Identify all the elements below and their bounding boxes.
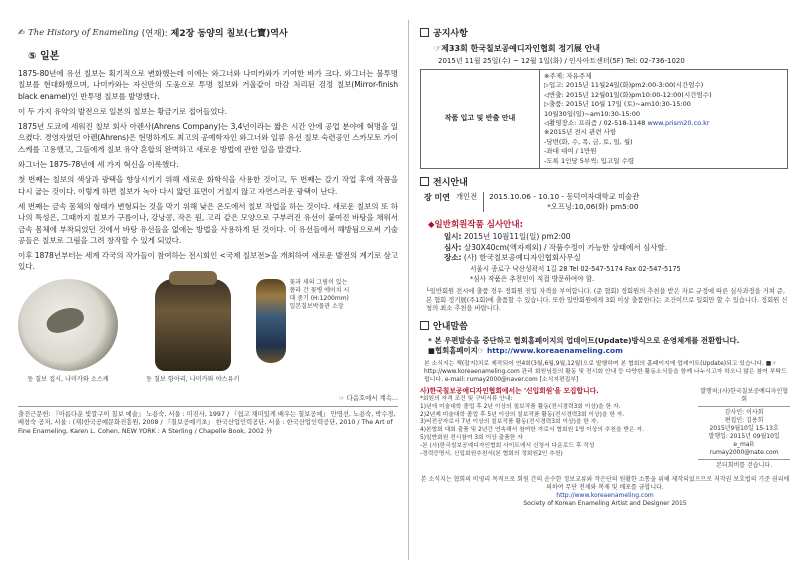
recruit-box: 사)한국칠보공예디자인협회에서는 '신입회원'을 모집합니다. *회원의 자격 조건 및 구비서류 안내: 1)년에 미술대학 졸업 후 2년 이상의 칠보작품 활동(전시경력3회 이상)을 한 자. 2)2년제 미술대학 졸업 후 5년 이상의 칠보작품 활동(전시경력3회 이상)을 한 자. 3)비전공자로서 7년 이상의 칠보작품 활동(전시경력3회 이상)을 한 자. 4)본협회 대회 출품 및 2년간 연속해서 참여한 자로서 협회원 1명 이상의 추천을 받은 자. 5)일반회원 전시참여 3회 이상 출품한 자 -본 (사)한국칠보공예디자인협회 사이트에서 신청서 다운로드 후 작성 -경력증명서, 신입회원추천서(본 협회의 정회원2인 추천) <box>420 388 694 470</box>
section-title: ⑤ 일본 <box>28 51 60 62</box>
intake-table <box>420 69 788 169</box>
article-header <box>18 26 398 39</box>
screening-note: └일반회원 전시에 출품 경우 정회원 진입 자격을 부여합니다. (준 협회) 정회원의 추천을 받은 자로 규정에 따른 심사과정을 거쳐 준, 본 협회 정기展(주1회)에 출품할 수 있습니다. 또한 일반회원에게 3회 이상 출품한다는 조건이므로 일회만 할 수 있습니다. 정회원 신청의 최소 추천을 바랍니다. <box>426 288 788 313</box>
exhibit-dates: 2015.10.06 - 10.10 - 동덕여자대학교 미술관 <box>489 192 640 202</box>
figure-caption: 동 칠보 접시, 나미카와 소스케 <box>27 375 109 383</box>
image-row <box>18 279 398 383</box>
vase-caption: 꽃과 새의 그림이 있는 폼라 간 꽃병 에이치 시대 중기 (H:1200mm) 일본칠보박물관 소장 <box>289 278 350 310</box>
enamel-vase-image <box>256 279 286 363</box>
left-column <box>18 26 398 437</box>
paragraph: 이 두 가지 유약의 발전으로 일본의 칠보는 황금기로 접어들었다. <box>18 106 227 116</box>
intake-details: ※주제: 자유주제 ▷입고: 2015년 11월24일(화)pm2:00-3:00(시간엄수) ◁반출: 2015년 12월01일(화)pm10:00-12:00(시간엄수) ▷출품: 2015년 10월 17일 (토)~am10:30-15:00 10월30일(일)~am10:30-15:00 ◁촬영장소: 프리즘 / 02-518-1148 www.prism20.co.kr ※2015년 전시 관련 사항 -당번(화, 수, 목, 금, 토, 일, 월) -좌대 대여 / 1만원 -도록 1인당 5부씩: 입고일 수령 <box>540 70 788 169</box>
publisher-email[interactable]: e_mail: rumay2000@nate.com <box>709 440 779 456</box>
references: 출전근문헌: 『아름다운 빛깔구이 칠보 예술』 노용숙, 서울 : 미진사, 1997 / 『쉽고 재미있게 배우는 칠보공예』 안영선, 노용숙, 박수경, 배창숙 공저, 서울 : (재)한국공예문화진흥원, 2008 / 『칠보공예기초』 한국산업인력공단, 서울 : 한국산업인력공단, 2010 / The Art of Fine Enameling, Karen L. Cohen, NEW YORK : A Sterling / Chapelle Book, 2002 外 <box>18 406 398 437</box>
notice-subtitle: 2015년 11월 25일(수) ~ 12월 1일(화) / 인사아트센터(5F) Tel: 02-736-1020 <box>438 57 685 65</box>
exhibit-opening: *오프닝:10,06(화) pm5:00 <box>547 202 639 212</box>
checkbox-icon <box>420 321 429 330</box>
checkbox-icon <box>420 28 429 37</box>
exhibit-row <box>424 192 790 212</box>
guide-heading: 안내말씀 <box>420 319 790 332</box>
paragraph: 이후 1878년부터는 세계 각국의 작가들이 참여하는 전시회인 <국제 칠보전>을 개최하여 새로운 발전의 계기로 삼고 있다. <box>18 251 398 272</box>
series-name: The History of Enameling <box>28 27 139 38</box>
footer: 본 소식지는 협회의 비영리 목적으로 회원 간의 순수한 정보교류와 작은단의 원활한 소통을 위해 제작되었으므로 저작권 보호법의 기준 권리에 의하여 무단 전재와 복제 및 배포를 금합니다. http://www.koreaenameling.com Society of Korean Enameling Artist and Designer 2015 <box>420 475 790 507</box>
exhibit-kind: 개인전 <box>455 192 478 202</box>
notice-heading: 공지사항 <box>420 26 790 39</box>
column-divider <box>408 20 409 560</box>
pen-icon: ✍ <box>18 27 26 38</box>
enamel-jar-image <box>155 279 231 371</box>
figure-jar <box>146 279 240 383</box>
recruit-title: 사)한국칠보공예디자인협회에서는 '신입회원'을 모집합니다. <box>420 386 599 395</box>
figure-vase <box>252 279 352 363</box>
figure-plate <box>18 279 118 383</box>
bottom-area <box>420 388 790 470</box>
guide-homepage: ■협회홈페이지☞ http://www.koreaenameling.com <box>428 345 623 355</box>
continue-note: ☞ 다음호에서 계속... <box>338 393 398 402</box>
homepage-link[interactable]: http://www.koreaenameling.com <box>487 345 623 355</box>
artist-name: 장 미연 <box>424 193 450 203</box>
screening-title: ◆일반회원작품 심사안내: <box>428 220 524 231</box>
figure-caption: 동 칠보 항아리, 나미카와 야스유키 <box>146 375 240 383</box>
paragraph: 1875-80년에 유선 칠보는 획기적으로 변화했는데 이에는 와그너와 나미카와가 기여한 바가 크다. 와그너는 불투명 칠보를 현대화했으며, 나미카와는 자신만의 도움으로 투명 칠보와 거울같이 마감 처리된 검정 칠보(Mirror-finish black enamel)인 반투명 칠보를 발명했다. <box>18 69 398 101</box>
paragraph: 세 번째는 금속 몸체의 형태가 변형되는 것을 막기 위해 낮은 온도에서 칠보 작업을 하는 것이다. 새로운 칠보의 또 하나의 특성은, 그때까지 칠보가 구름이나, 강낭콩, 작은 원, 고리 같은 모양으로 구부러진 유선이 붙여진 바탕을 채워서 금속 몸체에 부착되었던 것에서 바탕 유선들을 없애는 방법을 사용하게 된 것이다. 이 유선들에서 해방됨으로써 기술공들은 칠보로 그림을 그려 창작할 수 있게 되었다. <box>18 201 398 245</box>
exhibit-heading: 전시안내 <box>420 175 790 188</box>
paragraph: 1875년 도쿄에 세워진 칠보 회사 아렌사(Ahrens Company)는 3,4년이라는 짧은 시간 안에 공업 분야에 혁명을 일으켰다. 경영자였던 아렌(Ahrens)은 현명하게도 최고의 공예학자인 와그너와 일류 유선 칠보 숙련공인 스카모토 가이스케를 고용했고, 그들에게 칠보 유약 혼합의 완벽하고 새로운 방법에 관한 일을 맡겼다. <box>18 122 398 154</box>
right-column <box>420 26 790 508</box>
guide-notice: * 본 우편발송을 중단하고 협회홈페이지의 업데이트(Update)방식으로 운영체계를 전환합니다. <box>428 335 740 345</box>
screening-details: 일시: 2015년 10월11일(일) pm2:00 심사: 살30X40cm(액자제외) / 작품수정이 가능한 상태에서 심사함. 장소: (사) 한국칠보공예디자인협회사무실 서울시 종로구 낙산성곽서 1길 28 Tel 02-547-5174 Fax 02-547-5175 *심사 작품은 추천인이 직접 방문하여야 함. <box>444 232 681 284</box>
intake-label: 작품 입고 및 반출 안내 <box>421 70 540 169</box>
prism-link[interactable]: www.prism20.co.kr <box>647 119 710 128</box>
publisher-box: 발행처:(사)한국칠보공예디자인협회 감사인: 이사회 편집인: 김용희 2015년9월10일 15-13호 발행일: 2015년 09월10일 e_mail: rumay2000@nate.com 본더회비를 걷습니다. <box>700 387 789 469</box>
footer-link[interactable]: http://www.koreaenameling.com <box>556 491 654 499</box>
enamel-plate-image <box>18 279 118 371</box>
paragraph: 와그너는 1875-78년에 세 가지 혁신을 이룩했다. <box>18 160 179 170</box>
notice-title: ☞제33회 한국칠보공예디자인협회 정기展 안내 <box>434 44 601 53</box>
series-tag: (연재): <box>141 28 168 39</box>
checkbox-icon <box>420 177 429 186</box>
guide-small: 본 소식지는 책(잡지)치로 제작되어 연4회(3월,6월,9월,12월)으로 발행하며 본 협회의 홈페이지에 업데이트(Update)되고 있습니다. ■☞ http://www.koreaenameling.com 관리 회원님들의 활동 및 전시회 안내 등 다양한 활동소식들을 함께 나누시고자 하오니 많은 참여 부탁드립니다. e-mail: rumay2000@naver.com [소식지편집부] <box>424 360 787 383</box>
article-title: 제2장 동양의 칠보(七寶)역사 <box>170 29 288 39</box>
publisher-org: 발행처:(사)한국칠보공예디자인협회 <box>700 387 789 403</box>
paragraph: 첫 번째는 칠보의 색상과 광택을 향상시키기 위해 새로운 화학식을 사용한 것이고, 두 번째는 갈기 작업 후에 작품을 다시 굽는 것이다. 이렇게 하면 칠보가 녹아 다시 얇던 표면이 거칠지 않고 자연스러운 광택이 난다. <box>18 175 398 196</box>
